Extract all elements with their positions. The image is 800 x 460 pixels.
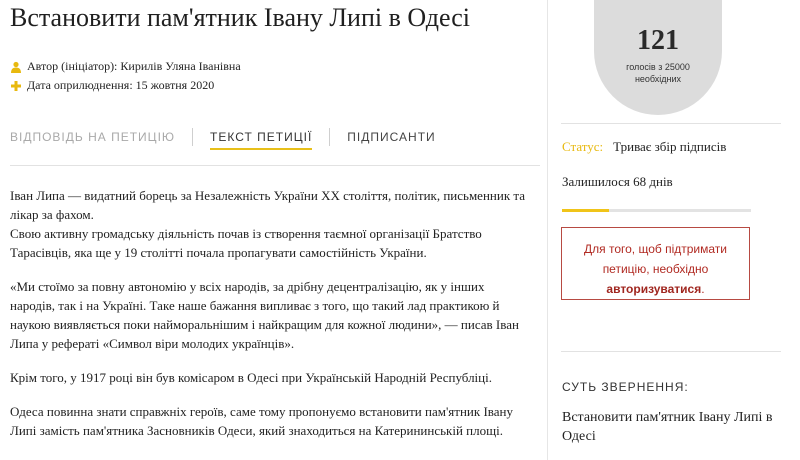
date-row (10, 78, 214, 93)
progress-bar (562, 209, 751, 212)
date-value: 15 жовтня 2020 (135, 78, 215, 92)
petition-title: Встановити пам'ятник Івану Липі в Одесі (10, 3, 470, 32)
body-paragraph: Одеса повинна знати справжніх героїв, саме тому пропонуємо встановити пам'ятник Івану Липі замість пам'ятника Засновників Одеси, який знаходиться на Катерининській площі. (10, 404, 513, 438)
body-paragraph: Іван Липа — видатний борець за Незалежність України XX століття, політик, письменник та лікар за фахом. (10, 188, 525, 222)
signature-goal: голосів з 25000 необхідних (626, 62, 690, 84)
auth-notice (561, 227, 750, 300)
essence-text: Встановити пам'ятник Івану Липі в Одесі (562, 410, 773, 444)
body-paragraph: Крім того, у 1917 році він був комісаром в Одесі при Українській Народній Республіці. (10, 370, 492, 385)
author-row (10, 59, 241, 74)
progress-fill (562, 209, 609, 212)
tab-signers[interactable]: ПІДПИСАНТИ (347, 130, 436, 144)
status-label: Статус: (562, 139, 604, 154)
status-row (562, 139, 726, 155)
plus-icon (10, 80, 22, 92)
tabs-divider (10, 165, 540, 166)
auth-text: Для того, щоб підтримати петицію, необхідно (584, 242, 727, 276)
auth-text-end: . (701, 282, 705, 296)
petition-body (10, 186, 530, 440)
body-paragraph: Свою активну громадську діяльність почав із створення таємної організації Братство Тарасівців, яка ще у 19 столітті почала пропагувати самостійність України. (10, 226, 482, 260)
author-name: Кирилів Уляна Іванівна (120, 59, 241, 73)
days-left: Залишилося 68 днів (562, 174, 673, 189)
date-label: Дата оприлюднення: (27, 78, 133, 92)
person-icon (10, 61, 22, 73)
signature-count: 121 (637, 25, 679, 56)
tab-response[interactable]: ВІДПОВІДЬ НА ПЕТИЦІЮ (10, 130, 176, 144)
signature-counter (594, 0, 722, 115)
body-paragraph: «Ми стоїмо за повну автономію у всіх народів, за дрібну децентралізацію, як у інших народів, так і на Україні. Таке наше бажання випливає з того, що такий лад практикою й наукою виявляється поки найморальнішим і найкращим для кожної людини», — писав Іван Липа у рефераті «Символ віри молодих українців». (10, 279, 519, 351)
column-divider (547, 0, 548, 460)
tab-divider (329, 128, 330, 146)
status-value: Триває збір підписів (613, 139, 727, 154)
author-label: Автор (ініціатор): (27, 59, 118, 73)
essence-heading: СУТЬ ЗВЕРНЕННЯ: (562, 380, 689, 394)
tab-petition-text[interactable]: ТЕКСТ ПЕТИЦІЇ (210, 130, 312, 150)
sidebar-divider (561, 123, 781, 124)
tab-divider (192, 128, 193, 146)
petition-tabs (10, 130, 436, 150)
login-link[interactable]: авторизуватися (606, 282, 702, 296)
sidebar-divider (561, 351, 781, 352)
